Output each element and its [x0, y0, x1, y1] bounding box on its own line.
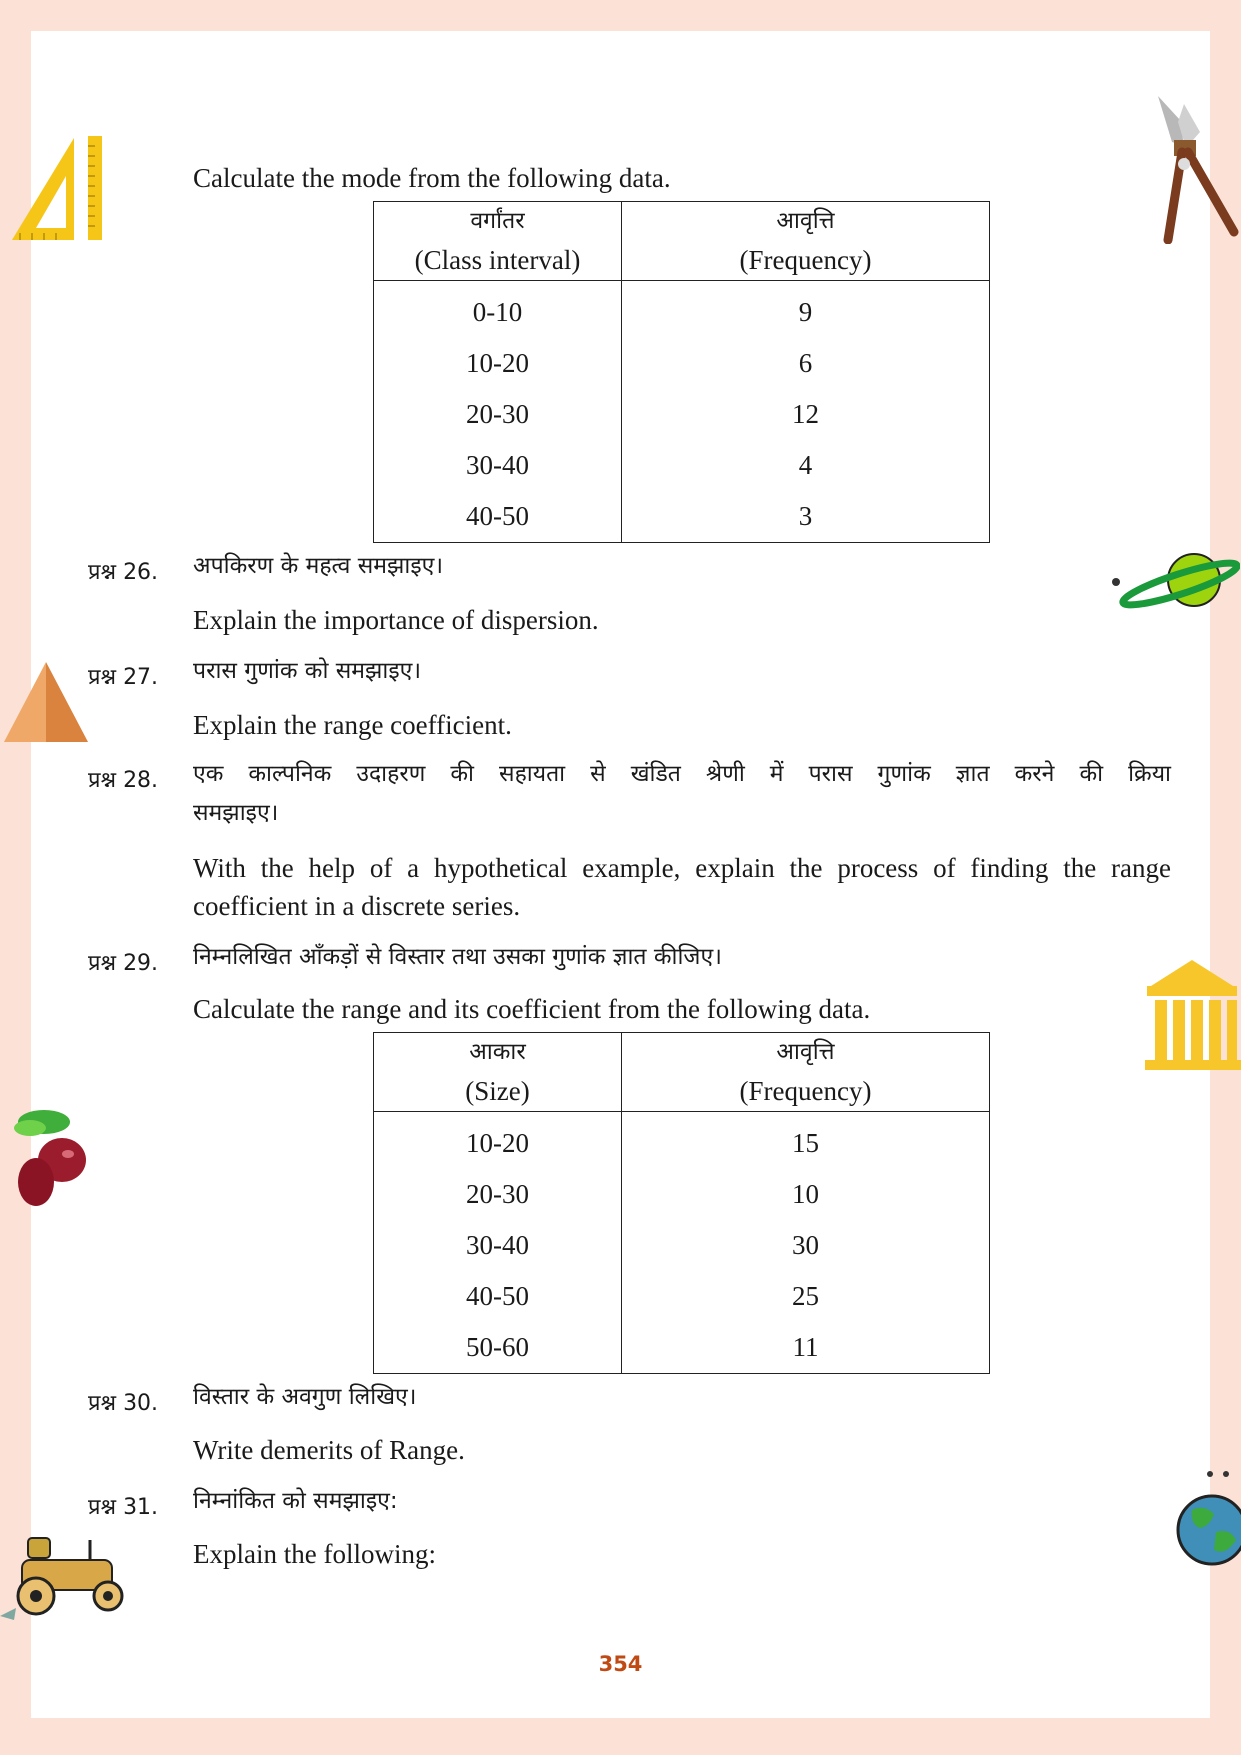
range-data-table — [373, 1032, 990, 1374]
question-number: प्रश्न 31. — [88, 1495, 159, 1520]
table-header-hindi: आकार — [374, 1033, 622, 1072]
table-cell: 12 — [622, 389, 990, 440]
table-cell: 20-30 — [374, 1169, 622, 1220]
pyramid-icon — [2, 658, 90, 746]
q31-hindi-text: निम्नांकित को समझाइए: — [193, 1488, 398, 1514]
table-cell: 30-40 — [374, 1220, 622, 1271]
table-cell: 15 — [622, 1112, 990, 1170]
table-row — [374, 281, 990, 339]
q29-hindi-text: निम्नलिखित आँकड़ों से विस्तार तथा उसका गुणांक ज्ञात कीजिए। — [193, 944, 722, 970]
table-cell: 30 — [622, 1220, 990, 1271]
question-number: प्रश्न 27. — [88, 665, 159, 690]
set-square-ruler-icon — [6, 132, 106, 244]
table-cell: 9 — [622, 281, 990, 339]
table-cell: 10-20 — [374, 338, 622, 389]
globe-icon — [1170, 1466, 1241, 1570]
steam-car-icon — [0, 1530, 130, 1620]
pliers-tool-icon — [1154, 92, 1240, 244]
table-cell: 30-40 — [374, 440, 622, 491]
q26-english-text: Explain the importance of dispersion. — [193, 605, 599, 635]
table-header-english: (Class interval) — [374, 240, 622, 281]
table-cell: 10 — [622, 1169, 990, 1220]
page-number: 354 — [598, 1652, 643, 1676]
table-row — [374, 1220, 990, 1271]
table-header-hindi: आवृत्ति — [622, 1033, 990, 1072]
table-header-english: (Frequency) — [622, 1071, 990, 1112]
table-row — [374, 491, 990, 543]
table-row — [374, 389, 990, 440]
q28-hindi-text-line2: समझाइए। — [193, 800, 279, 826]
q26-hindi-text: अपकिरण के महत्व समझाइए। — [193, 553, 444, 579]
question-number: प्रश्न 28. — [88, 768, 159, 793]
q30-english-text: Write demerits of Range. — [193, 1435, 465, 1465]
q30-hindi-text: विस्तार के अवगुण लिखिए। — [193, 1384, 417, 1410]
q29-english-text: Calculate the range and its coefficient from the following data. — [193, 994, 871, 1024]
table-cell: 3 — [622, 491, 990, 543]
table-cell: 25 — [622, 1271, 990, 1322]
table-cell: 10-20 — [374, 1112, 622, 1170]
q28-english-text-line1: With the help of a hypothetical example, explain the process of finding the range — [193, 853, 1171, 883]
q27-hindi-text: परास गुणांक को समझाइए। — [193, 658, 422, 684]
table-cell: 50-60 — [374, 1322, 622, 1374]
table-cell: 0-10 — [374, 281, 622, 339]
question-number: प्रश्न 26. — [88, 560, 159, 585]
q28-english-text-line2: coefficient in a discrete series. — [193, 891, 521, 921]
table-header-hindi: आवृत्ति — [622, 202, 990, 241]
saturn-planet-icon — [1110, 546, 1240, 616]
q31-english-text: Explain the following: — [193, 1539, 436, 1569]
q27-english-text: Explain the range coefficient. — [193, 710, 512, 740]
table-row — [374, 1271, 990, 1322]
table-row — [374, 1169, 990, 1220]
table-row — [374, 1322, 990, 1374]
mode-data-table — [373, 201, 990, 543]
greek-temple-icon — [1143, 956, 1241, 1072]
table-row — [374, 338, 990, 389]
table-cell: 20-30 — [374, 389, 622, 440]
table-cell: 4 — [622, 440, 990, 491]
table-row — [374, 440, 990, 491]
table-cell: 6 — [622, 338, 990, 389]
question-number: प्रश्न 30. — [88, 1391, 159, 1416]
q28-hindi-text-line1: एक काल्पनिक उदाहरण की सहायता से खंडित श्रेणी में परास गुणांक ज्ञात करने की क्रिया — [193, 761, 1171, 787]
table-cell: 40-50 — [374, 1271, 622, 1322]
table-header-english: (Frequency) — [622, 240, 990, 281]
question-number: प्रश्न 29. — [88, 951, 159, 976]
table-row — [374, 1112, 990, 1170]
table-header-hindi: वर्गांतर — [374, 202, 622, 241]
table-header-english: (Size) — [374, 1071, 622, 1112]
q25-english-text: Calculate the mode from the following data. — [193, 163, 671, 193]
table-cell: 40-50 — [374, 491, 622, 543]
kidney-beans-icon — [6, 1100, 94, 1210]
table-cell: 11 — [622, 1322, 990, 1374]
